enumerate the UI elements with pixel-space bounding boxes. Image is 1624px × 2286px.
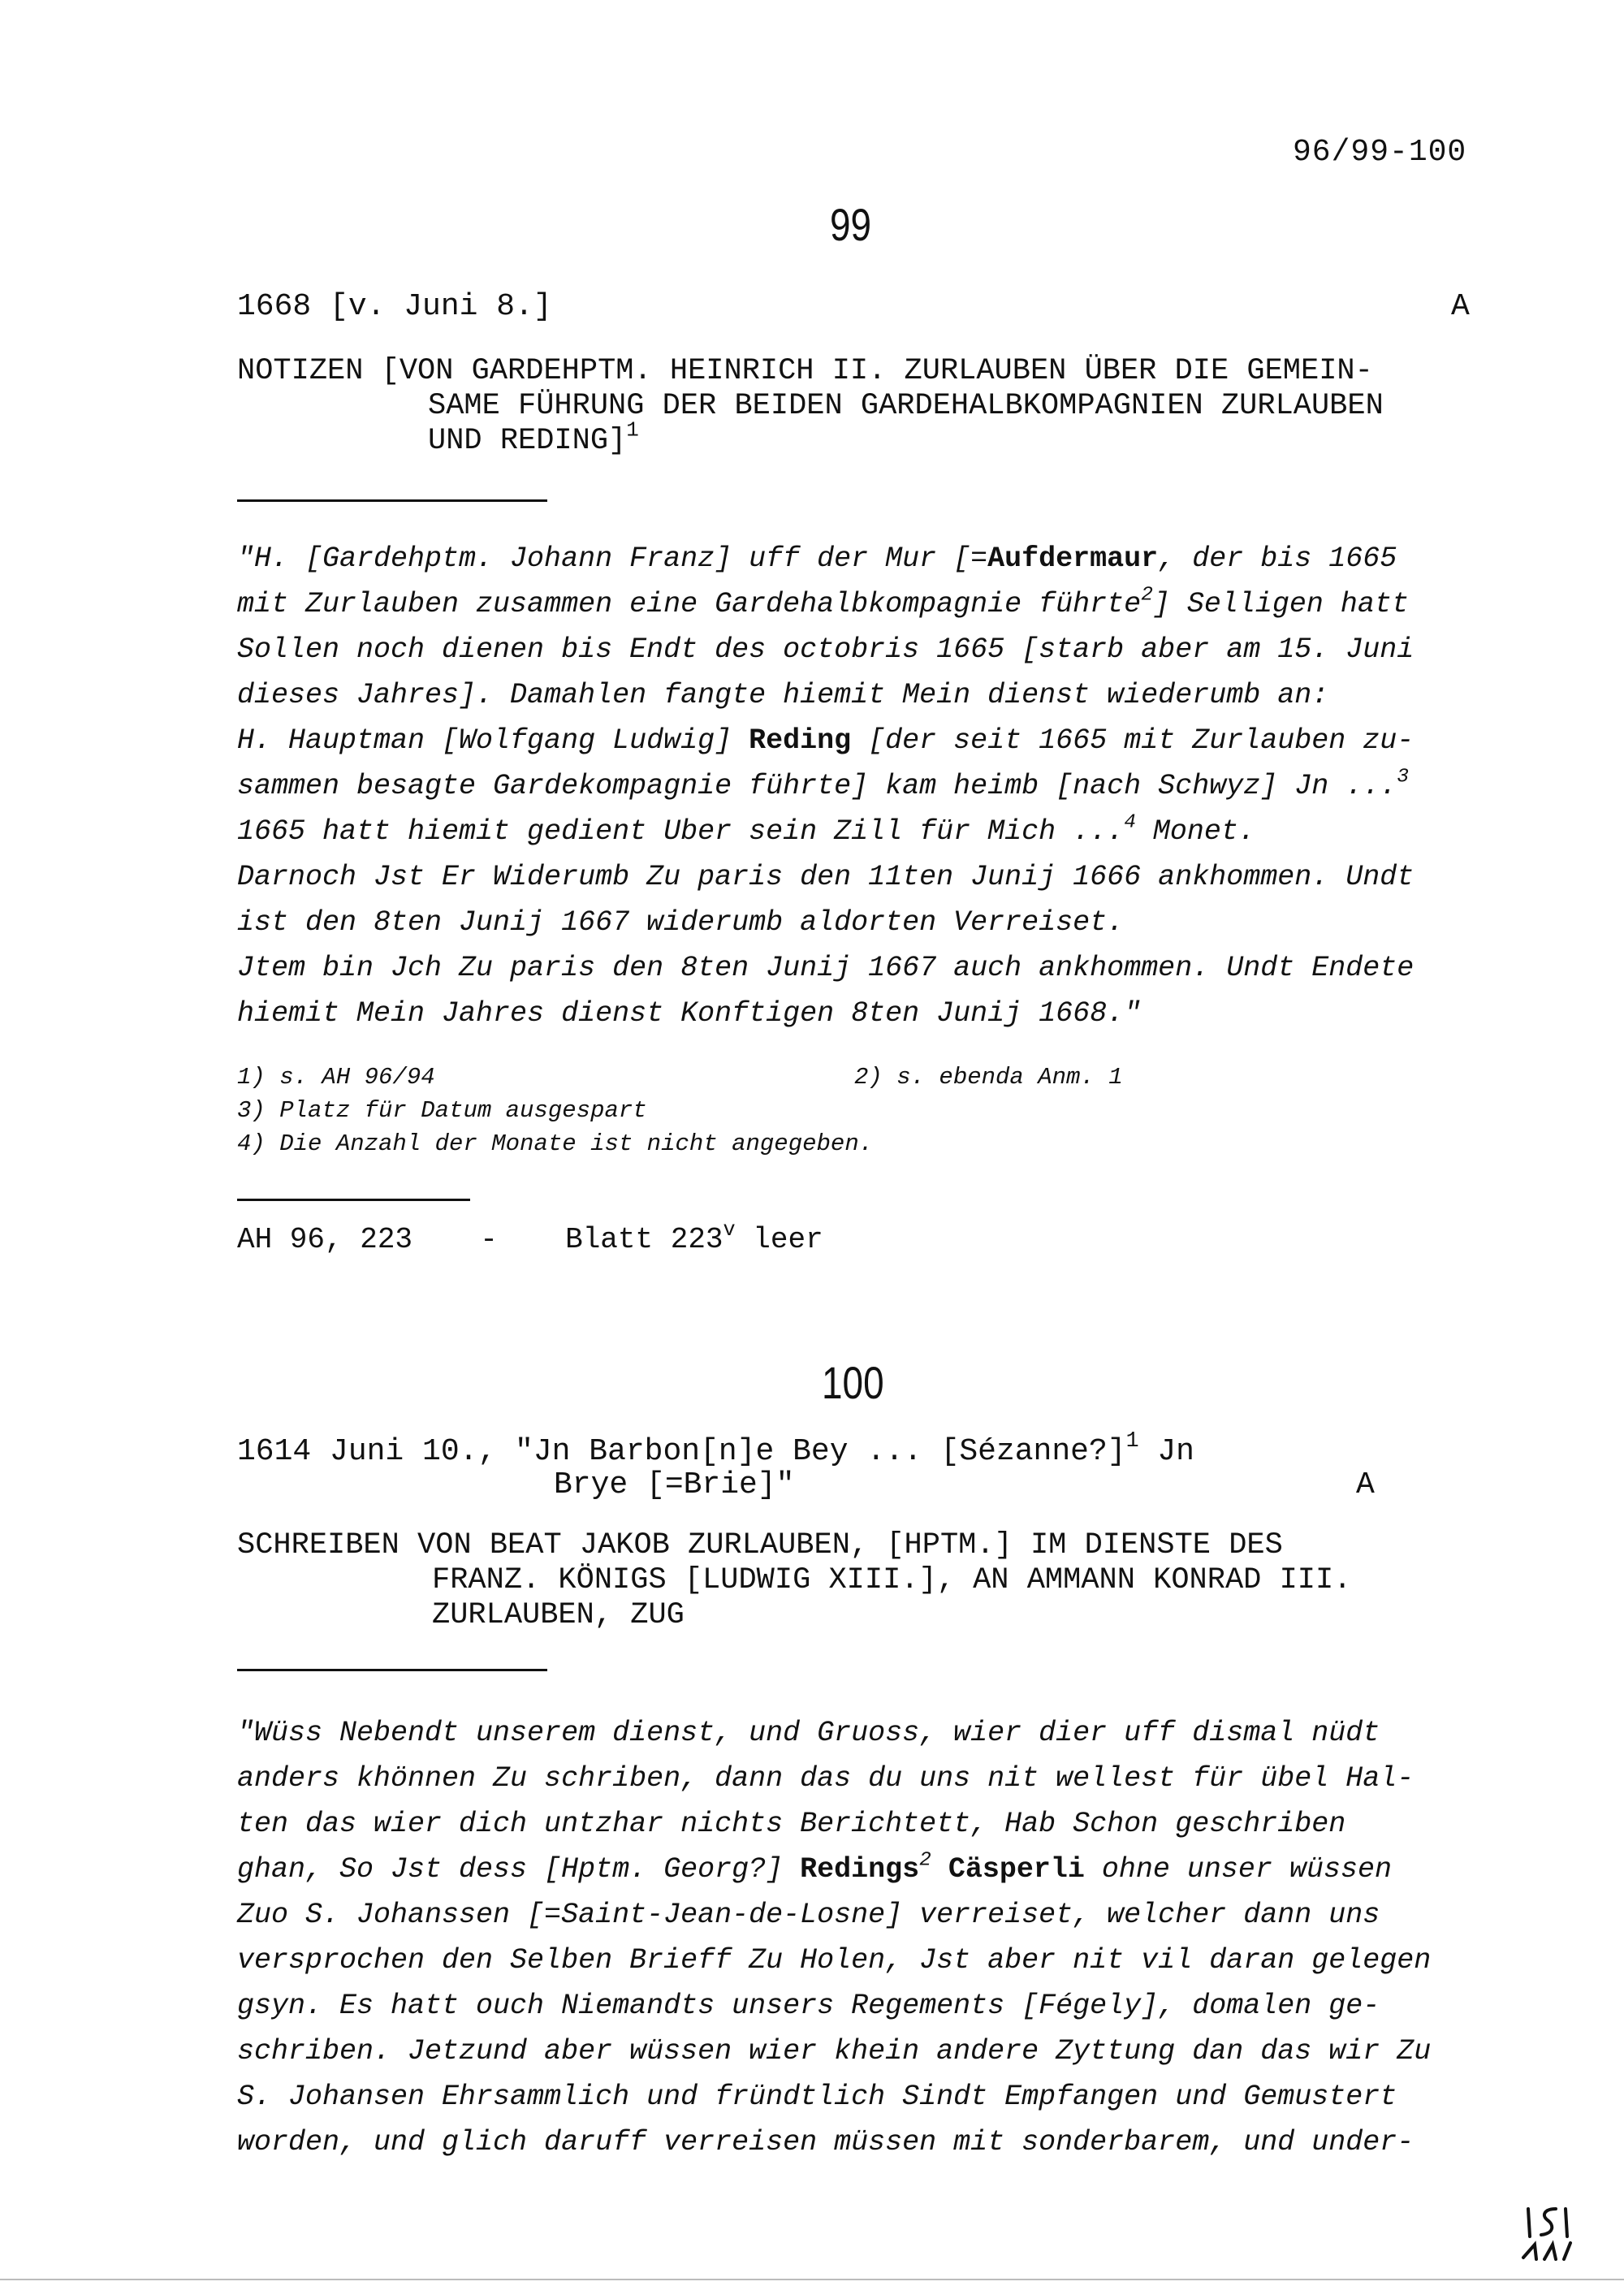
text-run: , der bis 1665 <box>1158 542 1397 575</box>
text-line: ten das wier dich untzhar nichts Berichtett, Hab Schon geschriben <box>237 1808 1346 1840</box>
text-run: H. Hauptman [Wolfgang Ludwig] <box>237 724 749 757</box>
text-run: 1665 hatt hiemit gedient Uber sein Zill für Mich ... <box>237 815 1125 848</box>
entry-99-source <box>237 1217 823 1256</box>
entry-100-original-mark: A <box>1356 1467 1375 1502</box>
footnote: 3) Platz für Datum ausgespart <box>237 1097 647 1124</box>
verso-mark: v <box>723 1217 736 1242</box>
footnote-ref: 3 <box>1397 766 1409 789</box>
text-line <box>237 536 1397 581</box>
bold-name: Cäsperli <box>948 1853 1085 1886</box>
entry-number-99: 99 <box>830 199 872 250</box>
footnote-ref: 2 <box>919 1849 931 1872</box>
bold-name: Redings <box>800 1853 920 1886</box>
text-run: Monet. <box>1135 815 1255 848</box>
source-divider <box>237 1199 470 1201</box>
footnote: 4) Die Anzahl der Monate ist nicht angegeben. <box>237 1130 874 1157</box>
text-run: "H. [Gardehptm. Johann Franz] uff der Mur [= <box>237 542 988 575</box>
text-line <box>237 581 1409 627</box>
footnote-ref: 2 <box>1141 584 1153 607</box>
text-line: Zuo S. Johanssen [=Saint-Jean-de-Losne] verreiset, welcher dann uns <box>237 1899 1380 1931</box>
text-run <box>931 1853 948 1886</box>
scan-edge <box>0 2279 1624 2280</box>
text-line: dieses Jahres]. Damahlen fangte hiemit Mein dienst wiederumb an: <box>237 679 1329 711</box>
text-line: S. Johansen Ehrsammlich und fründtlich Sindt Empfangen und Gemustert <box>237 2081 1397 2113</box>
title-line: ZURLAUBEN, ZUG <box>432 1598 685 1632</box>
text-run: mit Zurlauben zusammen eine Gardehalbkompagnie führte <box>237 588 1142 620</box>
footnote-ref: 1 <box>626 417 639 443</box>
date-text: Jn <box>1138 1434 1194 1469</box>
text-line: Darnoch Jst Er Widerumb Zu paris den 11ten Junij 1666 ankhommen. Undt <box>237 861 1415 893</box>
text-run: ghan, So Jst dess [Hptm. Georg?] <box>237 1853 801 1886</box>
text-line: worden, und glich daruff verreisen müssen mit sonderbarem, und under- <box>237 2126 1415 2159</box>
entry-99-date: 1668 [v. Juni 8.] <box>237 289 552 324</box>
text-line: ist den 8ten Junij 1667 widerumb aldorten Verreiset. <box>237 906 1125 939</box>
source-separator: - <box>480 1223 498 1256</box>
entry-100-place: Brye [=Brie]" <box>554 1467 795 1502</box>
title-line: SAME FÜHRUNG DER BEIDEN GARDEHALBKOMPAGNIEN ZURLAUBEN <box>428 389 1384 423</box>
text-line: gsyn. Es hatt ouch Niemandts unsers Regements [Fégely], domalen ge- <box>237 1990 1380 2022</box>
title-line: SCHREIBEN VON BEAT JAKOB ZURLAUBEN, [HPTM.] IM DIENSTE DES <box>237 1528 1283 1562</box>
text-line: "Wüss Nebendt unserem dienst, und Gruoss, wier dier uff dismal nüdt <box>237 1717 1380 1749</box>
text-run: ohne unser wüssen <box>1084 1853 1392 1886</box>
document-reference: 96/99-100 <box>1293 135 1467 170</box>
text-line <box>237 1847 1392 1892</box>
footnote-ref: 4 <box>1124 811 1136 834</box>
text-line: schriben. Jetzund aber wüssen wier khein andere Zyttung dan das wir Zu <box>237 2035 1432 2068</box>
bold-name: Aufdermaur <box>987 542 1159 575</box>
source-leaf: Blatt 223 <box>565 1223 723 1256</box>
title-line: NOTIZEN [VON GARDEHPTM. HEINRICH II. ZURLAUBEN ÜBER DIE GEMEIN- <box>237 354 1373 388</box>
entry-99-original-mark: A <box>1451 289 1470 324</box>
date-text: 1614 Juni 10., "Jn Barbon[n]e Bey ... [Sézanne?] <box>237 1434 1126 1469</box>
text-line: Jtem bin Jch Zu paris den 8ten Junij 1667 auch ankhommen. Undt Endete <box>237 952 1415 984</box>
title-line-text: UND REDING] <box>428 424 627 458</box>
footnote-ref: 1 <box>1125 1428 1139 1454</box>
handwritten-page-mark <box>1517 2201 1598 2270</box>
text-run: sammen besagte Gardekompagnie führte] kam heimb [nach Schwyz] Jn ... <box>237 770 1397 802</box>
entry-100-date <box>237 1428 1194 1469</box>
text-line <box>237 718 1414 763</box>
title-line: FRANZ. KÖNIGS [LUDWIG XIII.], AN AMMANN KONRAD III. <box>432 1563 1352 1597</box>
footnote: 2) s. ebenda Anm. 1 <box>854 1064 1123 1091</box>
entry-number-100: 100 <box>822 1357 884 1408</box>
text-line <box>237 763 1409 809</box>
text-line: versprochen den Selben Brieff Zu Holen, Jst aber nit vil daran gelegen <box>237 1944 1432 1977</box>
text-line: anders khönnen Zu schriben, dann das du uns nit wellest für übel Hal- <box>237 1762 1415 1795</box>
section-divider <box>237 1669 547 1671</box>
title-line <box>428 417 639 459</box>
text-run: ] Selligen hatt <box>1152 588 1409 620</box>
text-line <box>237 809 1255 854</box>
source-archive-ref: AH 96, 223 <box>237 1223 413 1256</box>
handwritten-page-mark-drawing <box>1517 2201 1598 2266</box>
section-divider <box>237 499 547 502</box>
text-line: Sollen noch dienen bis Endt des octobris 1665 [starb aber am 15. Juni <box>237 633 1415 666</box>
source-note: leer <box>735 1223 823 1256</box>
bold-name: Reding <box>749 724 852 757</box>
text-run: [der seit 1665 mit Zurlauben zu- <box>851 724 1415 757</box>
footnote: 1) s. AH 96/94 <box>237 1064 435 1091</box>
text-line: hiemit Mein Jahres dienst Konftigen 8ten Junij 1668." <box>237 997 1142 1030</box>
